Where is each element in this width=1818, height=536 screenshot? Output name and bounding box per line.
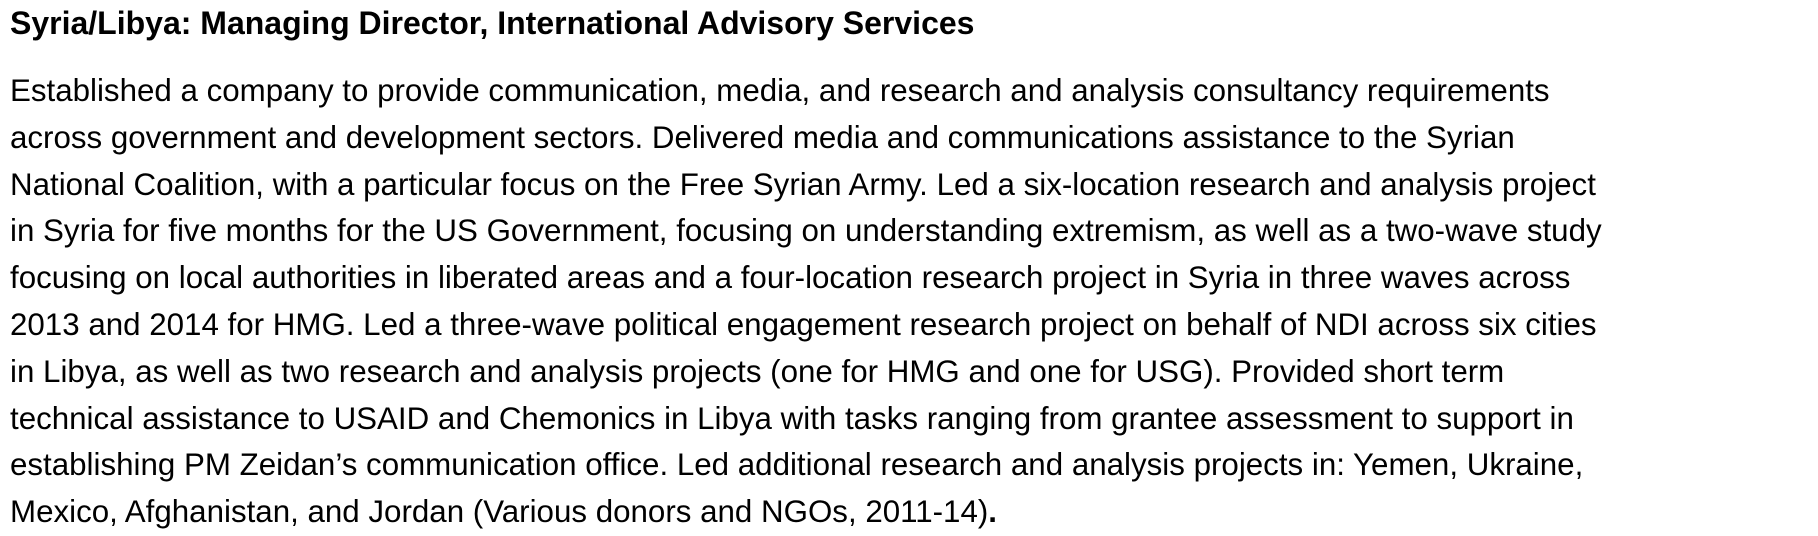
paragraph-line-5: focusing on local authorities in liberated areas and a four-location research project in Syria in three waves across [10, 260, 1571, 296]
paragraph-line-1: Established a company to provide communication, media, and research and analysis consultancy requirements [10, 73, 1550, 108]
paragraph-line-4: in Syria for five months for the US Government, focusing on understanding extremism, as well as a two-wave study [10, 213, 1602, 249]
section-heading: Syria/Libya: Managing Director, International Advisory Services [10, 5, 975, 41]
paragraph-line-10 [10, 489, 1810, 536]
paragraph-line-7: in Libya, as well as two research and analysis projects (one for HMG and one for USG). Provided short term [10, 353, 1505, 389]
paragraph-line-9: establishing PM Zeidan’s communication office. Led additional research and analysis projects in: Yemen, Ukraine, [10, 447, 1584, 483]
paragraph-line-2: across government and development sectors. Delivered media and communications assistance to the Syrian [10, 119, 1515, 155]
description-paragraph [10, 68, 1810, 536]
document-section [10, 0, 1810, 536]
paragraph-line-8: technical assistance to USAID and Chemonics in Libya with tasks ranging from grantee assessment to support in [10, 400, 1574, 436]
paragraph-line-6: 2013 and 2014 for HMG. Led a three-wave political engagement research project on behalf of NDI across six cities [10, 306, 1597, 342]
paragraph-line-10-text: Mexico, Afghanistan, and Jordan (Various donors and NGOs, 2011-14) [10, 494, 989, 530]
final-period: . [988, 494, 997, 530]
paragraph-line-3: National Coalition, with a particular focus on the Free Syrian Army. Led a six-location research and analysis project [10, 166, 1596, 202]
